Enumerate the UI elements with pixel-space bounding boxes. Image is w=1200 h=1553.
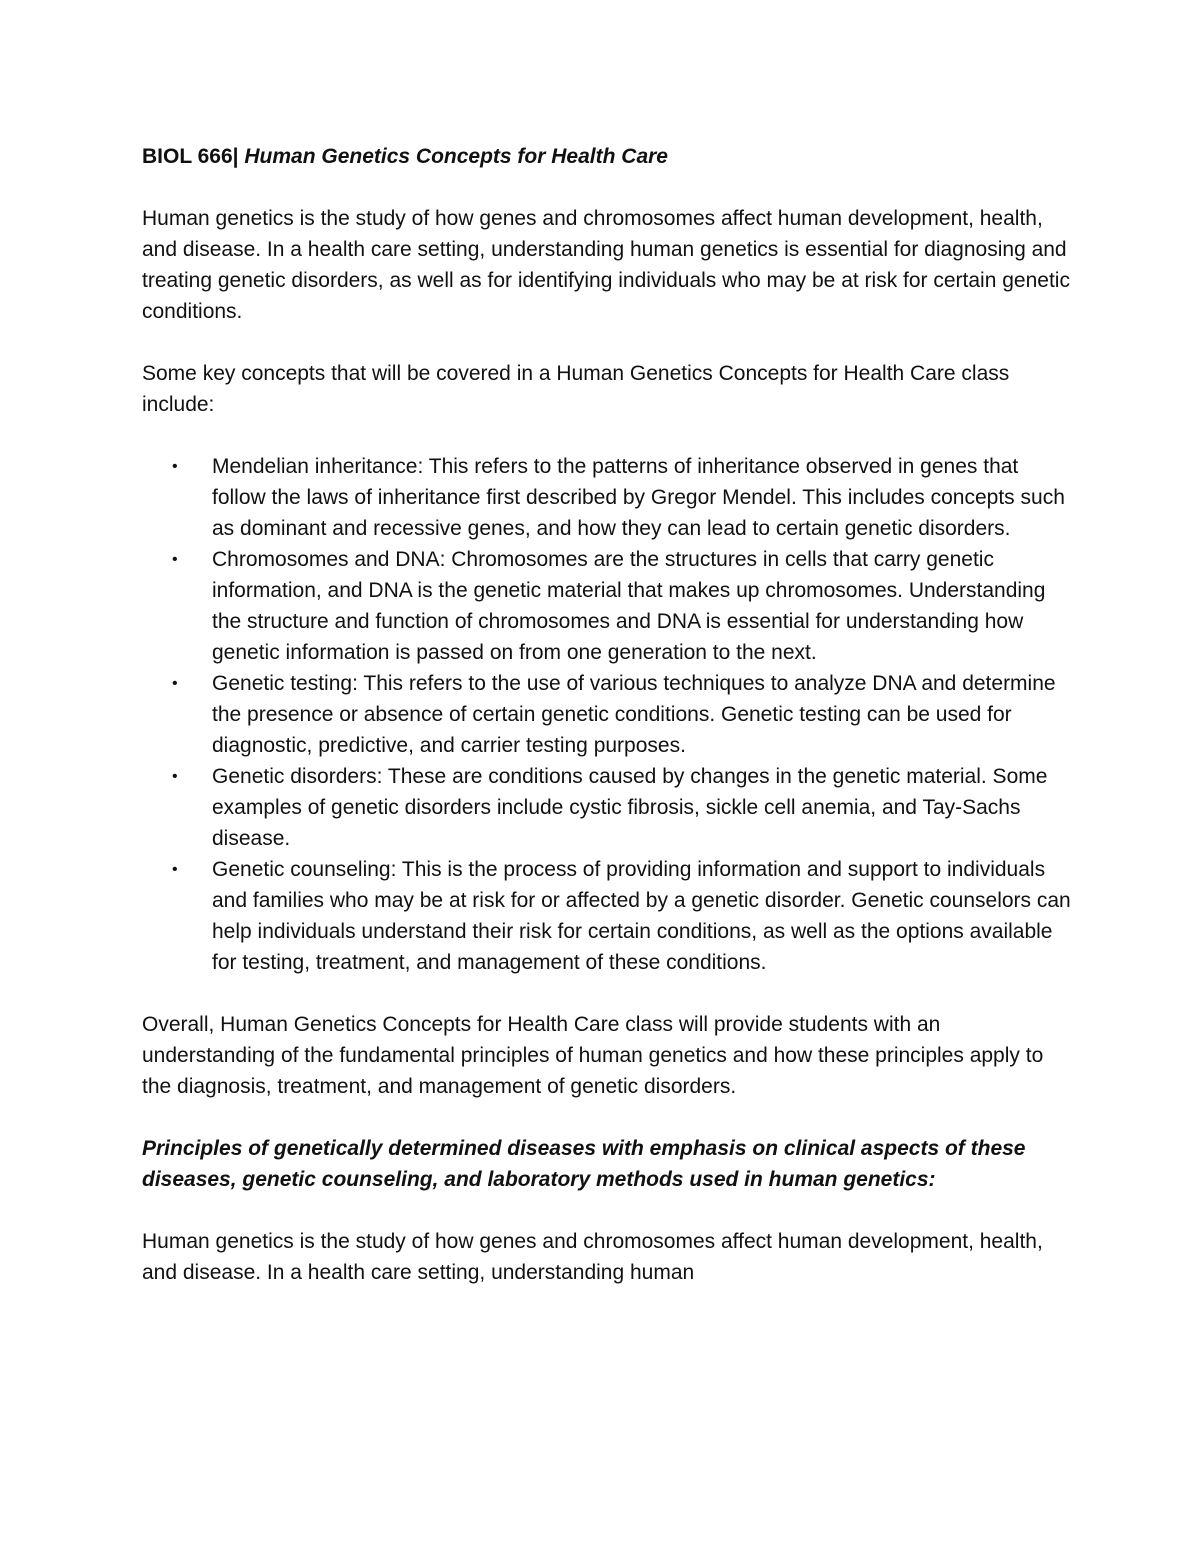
list-item-text: Genetic counseling: This is the process of providing information and support to individuals and families who may be at risk for or affected by a genetic disorder. Genetic counselors can help individuals understand their risk for certain conditions, as well as the options available for testing, treatment, and management of these conditions.	[212, 858, 1071, 974]
closing-paragraph: Human genetics is the study of how genes and chromosomes affect human development, health, and disease. In a health care setting, understanding human	[142, 1230, 1043, 1284]
list-item-text: Mendelian inheritance: This refers to the patterns of inheritance observed in genes that follow the laws of inheritance first described by Gregor Mendel. This includes concepts such as dominant and recessive genes, and how they can lead to certain genetic disorders.	[212, 455, 1065, 540]
overall-paragraph: Overall, Human Genetics Concepts for Health Care class will provide students with an understanding of the fundamental principles of human genetics and how these principles apply to the diagnosis, treatment, and management of genetic disorders.	[142, 1013, 1044, 1098]
concepts-list	[142, 451, 1072, 978]
list-item	[142, 668, 1072, 761]
list-item	[142, 761, 1072, 854]
course-title: Human Genetics Concepts for Health Care	[244, 145, 668, 168]
list-item-text: Chromosomes and DNA: Chromosomes are the structures in cells that carry genetic information, and DNA is the genetic material that makes up chromosomes. Understanding the structure and function of chromosomes and DNA is essential for understanding how genetic information is passed on from one generation to the next.	[212, 548, 1046, 664]
course-code: BIOL 666|	[142, 145, 239, 168]
bullet-icon: •	[172, 861, 178, 878]
document-heading	[142, 141, 1072, 172]
bullet-icon: •	[172, 768, 178, 785]
principles-heading: Principles of genetically determined diseases with emphasis on clinical aspects of these diseases, genetic counseling, and laboratory methods used in human genetics:	[142, 1137, 1026, 1191]
intro-paragraph: Human genetics is the study of how genes and chromosomes affect human development, health, and disease. In a health care setting, understanding human genetics is essential for diagnosing and treating genetic disorders, as well as for identifying individuals who may be at risk for certain genetic conditions.	[142, 207, 1070, 323]
bullet-icon: •	[172, 551, 178, 568]
list-item	[142, 854, 1072, 978]
document-page	[142, 141, 1072, 1319]
list-item-text: Genetic testing: This refers to the use of various techniques to analyze DNA and determine the presence or absence of certain genetic conditions. Genetic testing can be used for diagnostic, predictive, and carrier testing purposes.	[212, 672, 1056, 757]
bullet-icon: •	[172, 675, 178, 692]
concepts-intro-paragraph: Some key concepts that will be covered in a Human Genetics Concepts for Health Care class include:	[142, 362, 1010, 416]
list-item-text: Genetic disorders: These are conditions caused by changes in the genetic material. Some examples of genetic disorders include cystic fibrosis, sickle cell anemia, and Tay-Sachs disease.	[212, 765, 1048, 850]
bullet-icon: •	[172, 458, 178, 475]
list-item	[142, 544, 1072, 668]
list-item	[142, 451, 1072, 544]
